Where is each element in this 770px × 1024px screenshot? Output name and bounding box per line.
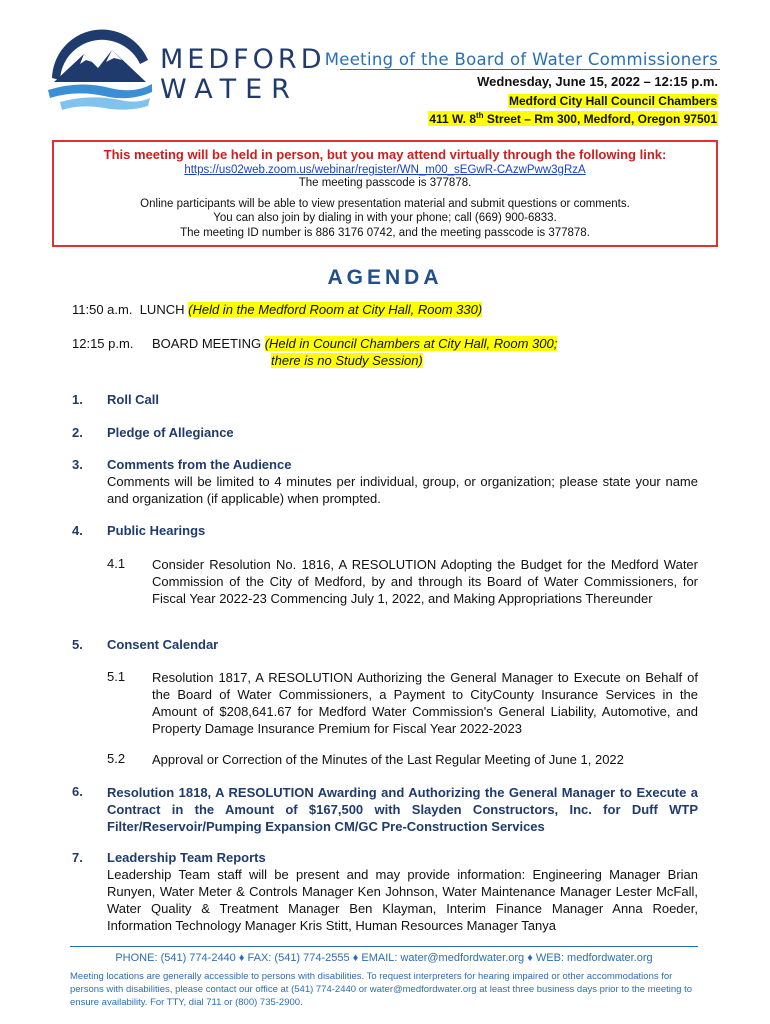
sub-item-body-5-1: Resolution 1817, A RESOLUTION Authorizing the General Manager to Execute on Behalf of the Board of Water Commissioners, a Payment to CityCounty Insurance Services in the Amount of $208,641.67 for Medford Water Commission's General Liability, Automotive, and Property Damage Insurance Premium for Fiscal Year 2022-2023 (152, 670, 698, 736)
item-number: 1. (72, 392, 83, 407)
mountain-river-icon (40, 20, 160, 120)
item-body-leadership: Leadership Team staff will be present and may provide information: Engineering Manager Brian Runyen, Water Meter & Controls Manager Ken Johnson, Water Maintenance Manager Lester McFall, Water Quality & Treatment Manager Ben Klayman, Interim Finance Manager Anna Roeder, Information Technology Manager Kris Stitt, Human Resources Manager Tanya (107, 867, 698, 933)
board-note-2-wrap (271, 353, 423, 368)
board-time: 12:15 p.m. (72, 336, 134, 351)
item-title-comments: Comments from the Audience (107, 457, 292, 472)
meeting-title: Meeting of the Board of Water Commissioners (324, 50, 718, 69)
notice-line-1: Online participants will be able to view presentation material and submit questions or comments. (140, 197, 630, 210)
item-number: 2. (72, 425, 83, 440)
meeting-venue: Medford City Hall Council Chambers (508, 94, 717, 108)
meeting-address (428, 111, 718, 126)
item-number: 5. (72, 637, 83, 652)
board-note-2: there is no Study Session) (271, 353, 423, 368)
board-line (152, 336, 557, 351)
notice-headline: This meeting will be held in person, but you may attend virtually through the following link: (103, 147, 667, 162)
sub-item-body-5-2: Approval or Correction of the Minutes of the Last Regular Meeting of June 1, 2022 (152, 752, 624, 767)
lunch-note: (Held in the Medford Room at City Hall, Room 330) (188, 302, 483, 317)
sub-item-body-4-1: Consider Resolution No. 1816, A RESOLUTION Adopting the Budget for the Medford Water Commission of the City of Medford, by and through its Board of Water Commissioners, for Fiscal Year 2022-23 Commencing July 1, 2022, and Making Appropriations Thereunder (152, 557, 698, 606)
notice-passcode: The meeting passcode is 377878. (298, 177, 472, 189)
item-number: 3. (72, 457, 83, 472)
item-title-public-hearings: Public Hearings (107, 523, 206, 538)
header-divider (340, 69, 720, 70)
lunch-time: 11:50 a.m. (72, 302, 133, 317)
notice-line-2: You can also join by dialing in with your phone; call (669) 900-6833. (213, 212, 557, 224)
sub-item-number: 4.1 (107, 556, 126, 571)
lunch-label: LUNCH (139, 302, 185, 317)
notice-line-3: The meeting ID number is 886 3176 0742, and the meeting passcode is 377878. (180, 226, 590, 239)
zoom-link[interactable]: https://us02web.zoom.us/webinar/register/WN_m00_sEGwR-CAzwPww3gRzA (184, 164, 586, 176)
item-body-comments: Comments will be limited to 4 minutes per individual, group, or organization; please state your name and organization (if applicable) when prompted. (107, 474, 698, 506)
item-title-roll-call: Roll Call (107, 392, 160, 407)
footer-contact: PHONE: (541) 774-2440 ♦ FAX: (541) 774-2555 ♦ EMAIL: water@medfordwater.org ♦ WEB: medfordwater.org (115, 952, 653, 964)
address-pre: 411 W. 8 (429, 112, 477, 126)
lunch-line (72, 302, 482, 317)
item-title-pledge: Pledge of Allegiance (107, 425, 234, 440)
address-post: Street – Rm 300, Medford, Oregon 97501 (483, 112, 717, 126)
logo-word-water: WATER (160, 74, 299, 105)
item-title-leadership: Leadership Team Reports (107, 850, 266, 865)
medford-water-logo (40, 20, 326, 120)
address-sup: th (476, 111, 484, 120)
item-number: 6. (72, 784, 83, 799)
item-title-resolution-1818: Resolution 1818, A RESOLUTION Awarding and Authorizing the General Manager to Execute a Contract in the Amount of $167,500 with Slayden Constructors, Inc. for Duff WTP Filter/Reservoir/Pumping Expansion CM/GC Pre-Construction Services (107, 785, 698, 834)
virtual-attendance-notice (52, 140, 718, 247)
item-number: 4. (72, 523, 83, 538)
item-title-consent: Consent Calendar (107, 637, 219, 652)
footer-accessibility-note: Meeting locations are generally accessible to persons with disabilities. To request interpreters for hearing impaired or other accommodations for persons with disabilities, please contact our office at (541) 774-2440 or water@medfordwater.org at least three business days prior to the meeting to ensure availability. For TTY, dial 711 or (800) 735-2900. (70, 971, 693, 1008)
board-note-1: (Held in Council Chambers at City Hall, Room 300; (264, 336, 558, 351)
board-label: BOARD MEETING (152, 336, 262, 351)
item-number: 7. (72, 850, 83, 865)
meeting-date: Wednesday, June 15, 2022 – 12:15 p.m. (477, 74, 718, 89)
agenda-title: AGENDA (327, 266, 443, 289)
sub-item-number: 5.2 (107, 751, 126, 766)
footer-divider (70, 946, 698, 947)
logo-word-medford: MEDFORD (160, 44, 326, 75)
sub-item-number: 5.1 (107, 669, 126, 684)
